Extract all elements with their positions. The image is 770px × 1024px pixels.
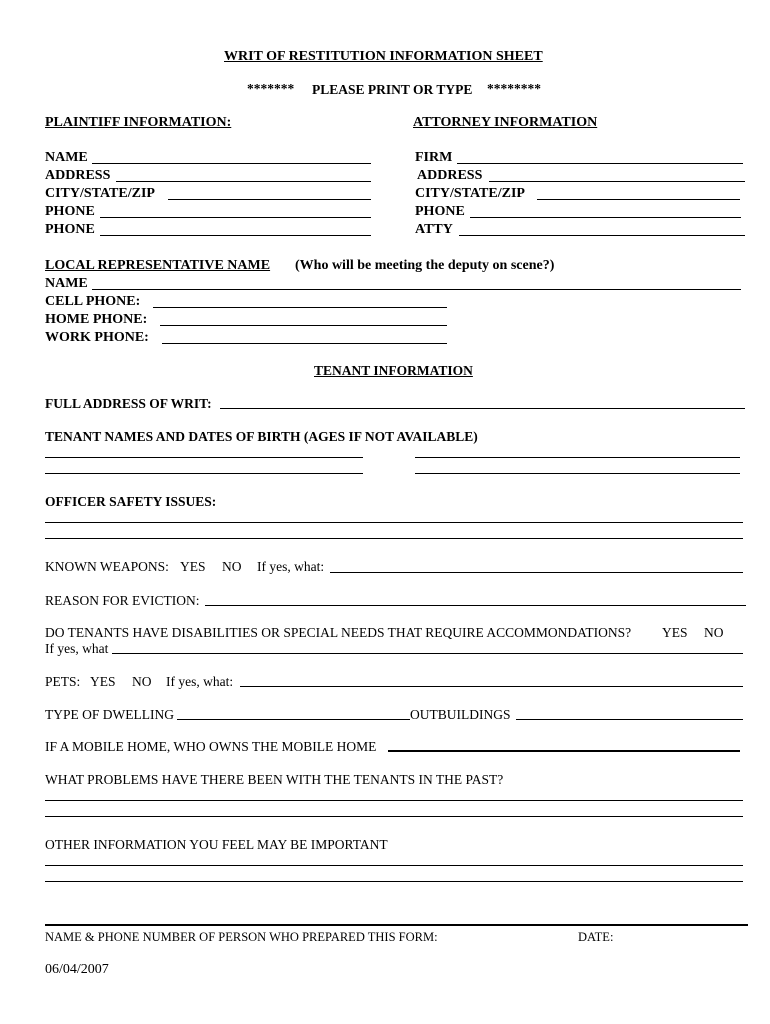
plaintiff-phone1-label: PHONE [45,204,95,219]
disabilities-no[interactable]: NO [704,625,724,640]
plaintiff-phone2-line[interactable] [100,235,371,236]
weapons-no[interactable]: NO [222,559,242,574]
pets-ifyes-label: If yes, what: [166,674,234,689]
disabilities-ifyes-label: If yes, what [45,641,109,656]
attorney-city-line[interactable] [537,199,740,200]
attorney-address-label: ADDRESS [417,168,483,183]
attorney-phone-label: PHONE [415,204,465,219]
officer-safety-label: OFFICER SAFETY ISSUES: [45,494,217,509]
tenant-names-line-4[interactable] [415,473,740,474]
local-rep-name-line[interactable] [92,289,741,290]
plaintiff-name-line[interactable] [92,163,371,164]
attorney-firm-line[interactable] [457,163,743,164]
eviction-line[interactable] [205,605,746,606]
pets-line[interactable] [240,686,743,687]
work-phone-label: WORK PHONE: [45,330,149,345]
writ-address-label: FULL ADDRESS OF WRIT: [45,396,212,411]
problems-label: WHAT PROBLEMS HAVE THERE BEEN WITH THE TENANTS IN THE PAST? [45,772,504,787]
plaintiff-city-label: CITY/STATE/ZIP [45,186,155,201]
problems-line-1[interactable] [45,800,743,801]
home-phone-line[interactable] [160,325,447,326]
tenant-names-line-2[interactable] [415,457,740,458]
attorney-heading: ATTORNEY INFORMATION [413,115,598,130]
tenant-heading: TENANT INFORMATION [314,363,473,378]
weapons-yes[interactable]: YES [180,559,206,574]
attorney-phone-line[interactable] [470,217,741,218]
attorney-address-line[interactable] [489,181,745,182]
stars-left: ******* [247,81,295,96]
form-revision-date: 06/04/2007 [45,962,109,977]
attorney-firm-label: FIRM [415,150,453,165]
disabilities-line[interactable] [112,653,743,654]
disabilities-yes[interactable]: YES [662,625,688,640]
plaintiff-phone2-label: PHONE [45,222,95,237]
local-rep-note: (Who will be meeting the deputy on scene?) [295,258,555,273]
home-phone-label: HOME PHONE: [45,312,148,327]
outbuildings-line[interactable] [516,719,743,720]
cell-phone-label: CELL PHONE: [45,294,141,309]
cell-phone-line[interactable] [153,307,447,308]
stars-right: ******** [487,81,541,96]
work-phone-line[interactable] [162,343,447,344]
weapons-line[interactable] [330,572,743,573]
eviction-label: REASON FOR EVICTION: [45,593,200,608]
attorney-city-label: CITY/STATE/ZIP [415,186,525,201]
dwelling-label: TYPE OF DWELLING [45,707,174,722]
weapons-ifyes-label: If yes, what: [257,559,325,574]
weapons-label: KNOWN WEAPONS: [45,559,169,574]
plaintiff-heading: PLAINTIFF INFORMATION: [45,115,232,130]
plaintiff-city-line[interactable] [168,199,371,200]
form-subtitle: PLEASE PRINT OR TYPE [312,82,473,97]
pets-yes[interactable]: YES [90,674,116,689]
form-title: WRIT OF RESTITUTION INFORMATION SHEET [224,49,543,64]
local-rep-name-label: NAME [45,276,88,291]
preparer-label: NAME & PHONE NUMBER OF PERSON WHO PREPARED THIS FORM: [45,930,438,944]
mobile-home-line[interactable] [388,750,740,752]
plaintiff-address-label: ADDRESS [45,168,111,183]
disabilities-label: DO TENANTS HAVE DISABILITIES OR SPECIAL NEEDS THAT REQUIRE ACCOMMONDATIONS? [45,625,632,640]
signature-line[interactable] [45,924,748,926]
plaintiff-name-label: NAME [45,150,88,165]
plaintiff-phone1-line[interactable] [100,217,371,218]
mobile-home-label: IF A MOBILE HOME, WHO OWNS THE MOBILE HOME [45,739,377,754]
pets-label: PETS: [45,674,81,689]
attorney-atty-line[interactable] [459,235,745,236]
tenant-names-line-1[interactable] [45,457,363,458]
other-info-label: OTHER INFORMATION YOU FEEL MAY BE IMPORTANT [45,837,388,852]
problems-line-2[interactable] [45,816,743,817]
officer-safety-line-2[interactable] [45,538,743,539]
writ-address-line[interactable] [220,408,745,409]
officer-safety-line-1[interactable] [45,522,743,523]
tenant-names-label: TENANT NAMES AND DATES OF BIRTH (AGES IF NOT AVAILABLE) [45,429,478,444]
other-info-line-2[interactable] [45,881,743,882]
pets-no[interactable]: NO [132,674,152,689]
other-info-line-1[interactable] [45,865,743,866]
outbuildings-label: OUTBUILDINGS [410,707,511,722]
local-rep-heading: LOCAL REPRESENTATIVE NAME [45,258,271,273]
tenant-names-line-3[interactable] [45,473,363,474]
attorney-atty-label: ATTY [415,222,453,237]
date-label: DATE: [578,930,614,944]
dwelling-line[interactable] [177,719,410,720]
plaintiff-address-line[interactable] [116,181,371,182]
